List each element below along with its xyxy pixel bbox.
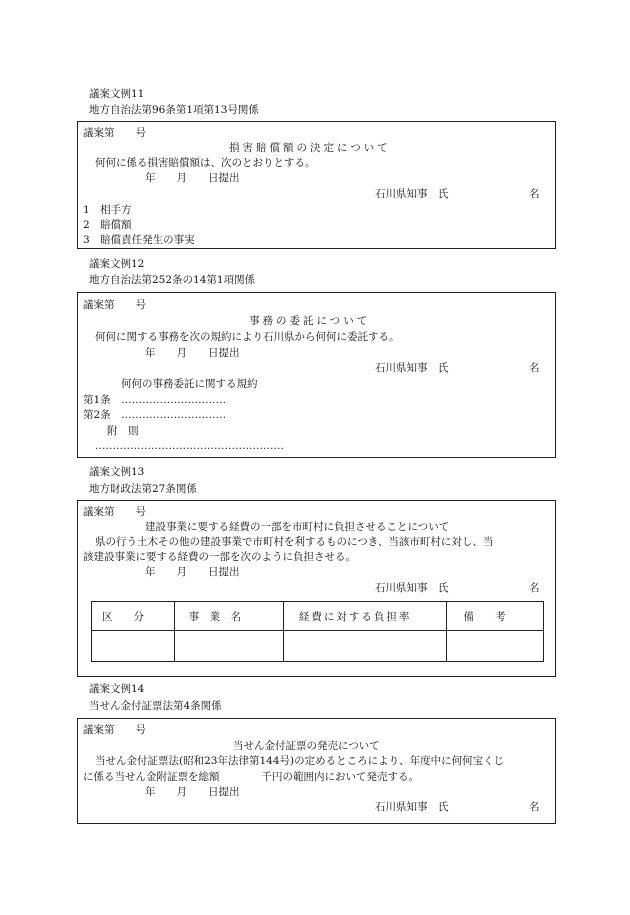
bill-title: 当せん金付証票の発売について: [233, 740, 380, 752]
header-burden-rate: 経費に対する負担率: [298, 610, 412, 623]
signer-name: 名: [529, 801, 540, 813]
example-11-label: 議案文例11: [89, 88, 145, 100]
example-11-box: [77, 121, 556, 249]
table-header-row: [92, 602, 544, 631]
bill-title: 建設事業に要する経費の一部を市町村に負担させることについて: [145, 521, 450, 533]
table-cell: [447, 631, 544, 662]
example-14-label: 議案文例14: [89, 683, 145, 695]
table-header: [92, 602, 175, 631]
signer-name: 名: [529, 188, 540, 200]
example-12-box: [77, 292, 556, 458]
bill-body-line-1: 当せん金付証票法(昭和23年法律第144号)の定めるところにより、年度中に何何宝くじ: [95, 755, 505, 767]
rules-title: 何何の事務委託に関する規約: [121, 378, 258, 390]
bill-body: 何何に関する事務を次の規約により石川県から何何に委託する。: [95, 331, 400, 343]
table-cell: [92, 631, 175, 662]
example-13-box: [77, 500, 556, 677]
bill-body-line-2: に係る当せん金附証票を総額 千円の範囲内において発売する。: [83, 771, 419, 783]
example-14-basis: 当せん金付証票法第4条関係: [89, 700, 222, 712]
bill-number: 議案第 号: [83, 506, 146, 518]
bill-number: 議案第 号: [83, 299, 146, 311]
example-13-label: 議案文例13: [89, 466, 145, 478]
submission-date: 年 月 日提出: [145, 566, 240, 578]
table-header: [447, 602, 544, 631]
bill-title: 事務の委託について: [249, 315, 371, 327]
list-item: 3 賠償責任発生の事実: [83, 234, 195, 246]
signer: 石川県知事 氏: [375, 582, 449, 594]
list-item: 2 賠償額: [83, 219, 132, 231]
example-12-label: 議案文例12: [89, 258, 145, 270]
bill-title: 損害賠償額の決定について: [229, 142, 391, 154]
signer: 石川県知事 氏: [375, 801, 449, 813]
bill-body-line-1: 県の行う土木その他の建設事業で市町村を利するものにつき、当該市町村に対し、当: [95, 536, 494, 548]
table-cell: [174, 631, 283, 662]
header-remarks: 備 考: [463, 610, 506, 623]
submission-date: 年 月 日提出: [145, 786, 240, 798]
table-header: [174, 602, 283, 631]
bill-body-line-2: 該建設事業に要する経費の一部を次のように負担させる。: [83, 551, 356, 563]
header-division: 区 分: [102, 610, 144, 623]
list-item: 1 相手方: [83, 204, 132, 216]
submission-date: 年 月 日提出: [145, 172, 240, 184]
supplementary-provisions: 附 則: [107, 425, 139, 437]
burden-table: [91, 601, 544, 662]
table-cell: [283, 631, 447, 662]
table-header: [283, 602, 447, 631]
example-11-basis: 地方自治法第96条第1項第13号関係: [89, 104, 259, 116]
dotted-leader: ………………………………………………: [95, 440, 284, 452]
example-14-box: [77, 718, 556, 824]
example-12-basis: 地方自治法第252条の14第1項関係: [89, 274, 256, 286]
table-row: [92, 631, 544, 662]
submission-date: 年 月 日提出: [145, 347, 240, 359]
example-13-basis: 地方財政法第27条関係: [89, 483, 197, 495]
header-project-name: 事 業 名: [188, 610, 242, 623]
article-2: 第2条 …………………………: [83, 409, 227, 421]
article-1: 第1条 …………………………: [83, 394, 227, 406]
signer-name: 名: [529, 362, 540, 374]
signer: 石川県知事 氏: [375, 188, 449, 200]
bill-number: 議案第 号: [83, 724, 146, 736]
signer-name: 名: [529, 582, 540, 594]
signer: 石川県知事 氏: [375, 362, 449, 374]
bill-number: 議案第 号: [83, 127, 146, 139]
bill-body: 何何に係る損害賠償額は、次のとおりとする。: [95, 157, 316, 169]
